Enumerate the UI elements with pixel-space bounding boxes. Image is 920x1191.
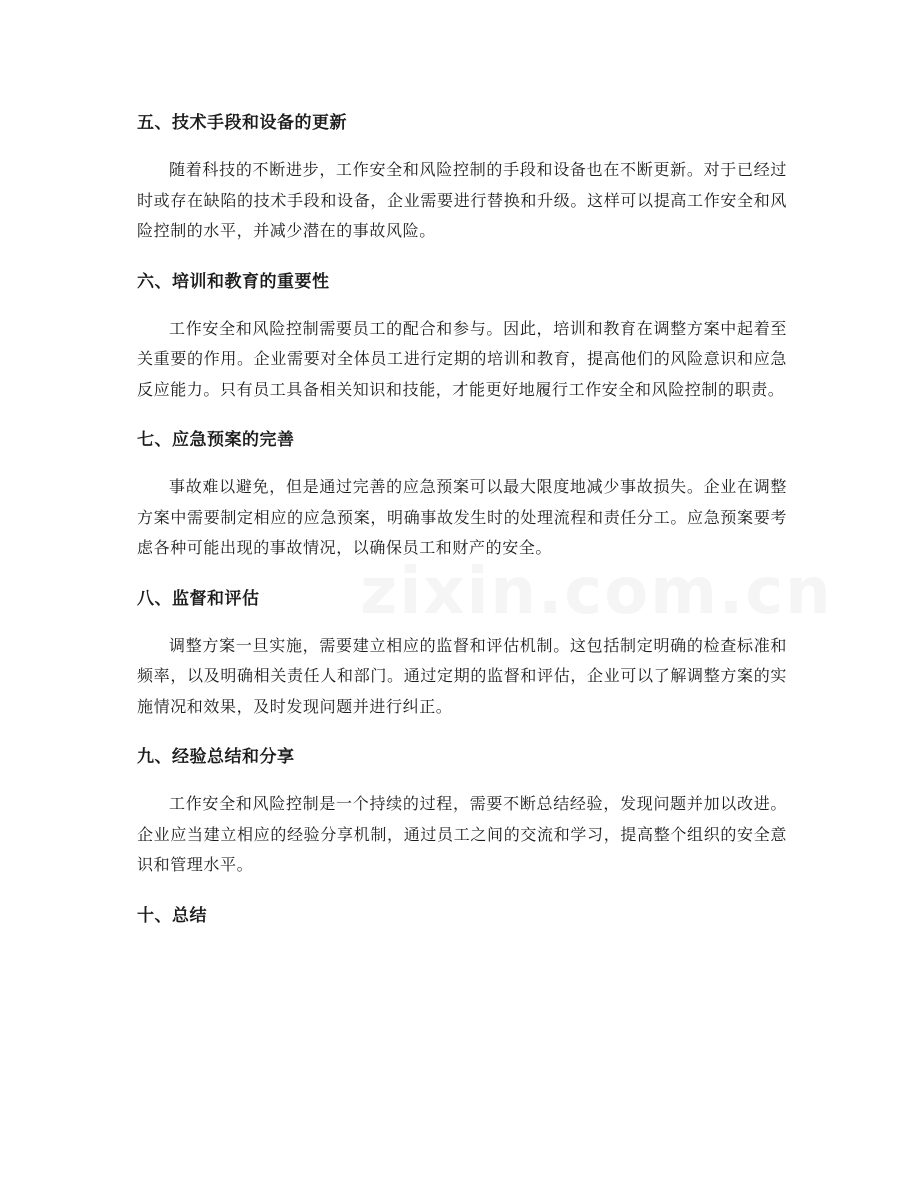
section-8 (137, 576, 787, 735)
section-paragraph: 事故难以避免，但是通过完善的应急预案可以最大限度地减少事故损失。企业在调整方案中需要制定相应的应急预案，明确事故发生时的处理流程和责任分工。应急预案要考虑各种可能出现的事故情况，以确保员工和财产的安全。 (137, 477, 787, 557)
section-paragraph: 调整方案一旦实施，需要建立相应的监督和评估机制。这包括制定明确的检查标准和频率，以及明确相关责任人和部门。通过定期的监督和评估，企业可以了解调整方案的实施情况和效果，及时发现问题并进行纠正。 (137, 635, 787, 716)
section-10 (137, 893, 787, 928)
section-paragraph: 随着科技的不断进步，工作安全和风险控制的手段和设备也在不断更新。对于已经过时或存在缺陷的技术手段和设备，企业需要进行替换和升级。这样可以提高工作安全和风险控制的水平，并减少潜在的事故风险。 (137, 160, 787, 240)
section-paragraph: 工作安全和风险控制需要员工的配合和参与。因此，培训和教育在调整方案中起着至关重要的作用。企业需要对全体员工进行定期的培训和教育，提高他们的风险意识和应急反应能力。只有员工具备相关知识和技能，才能更好地履行工作安全和风险控制的职责。 (137, 318, 787, 399)
section-paragraph: 工作安全和风险控制是一个持续的过程，需要不断总结经验，发现问题并加以改进。企业应当建立相应的经验分享机制，通过员工之间的交流和学习，提高整个组织的安全意识和管理水平。 (137, 794, 787, 874)
section-heading: 六、培训和教育的重要性 (137, 271, 330, 292)
section-7 (137, 417, 787, 576)
section-heading: 五、技术手段和设备的更新 (137, 113, 347, 133)
section-heading: 九、经验总结和分享 (137, 747, 295, 767)
watermark: zixin.com.cn (360, 555, 833, 629)
section-6 (137, 259, 787, 418)
section-heading: 七、应急预案的完善 (137, 430, 295, 450)
section-heading: 八、监督和评估 (137, 588, 260, 609)
section-5 (137, 100, 787, 259)
section-9 (137, 734, 787, 893)
section-heading: 十、总结 (137, 905, 207, 926)
document-page (137, 100, 787, 928)
